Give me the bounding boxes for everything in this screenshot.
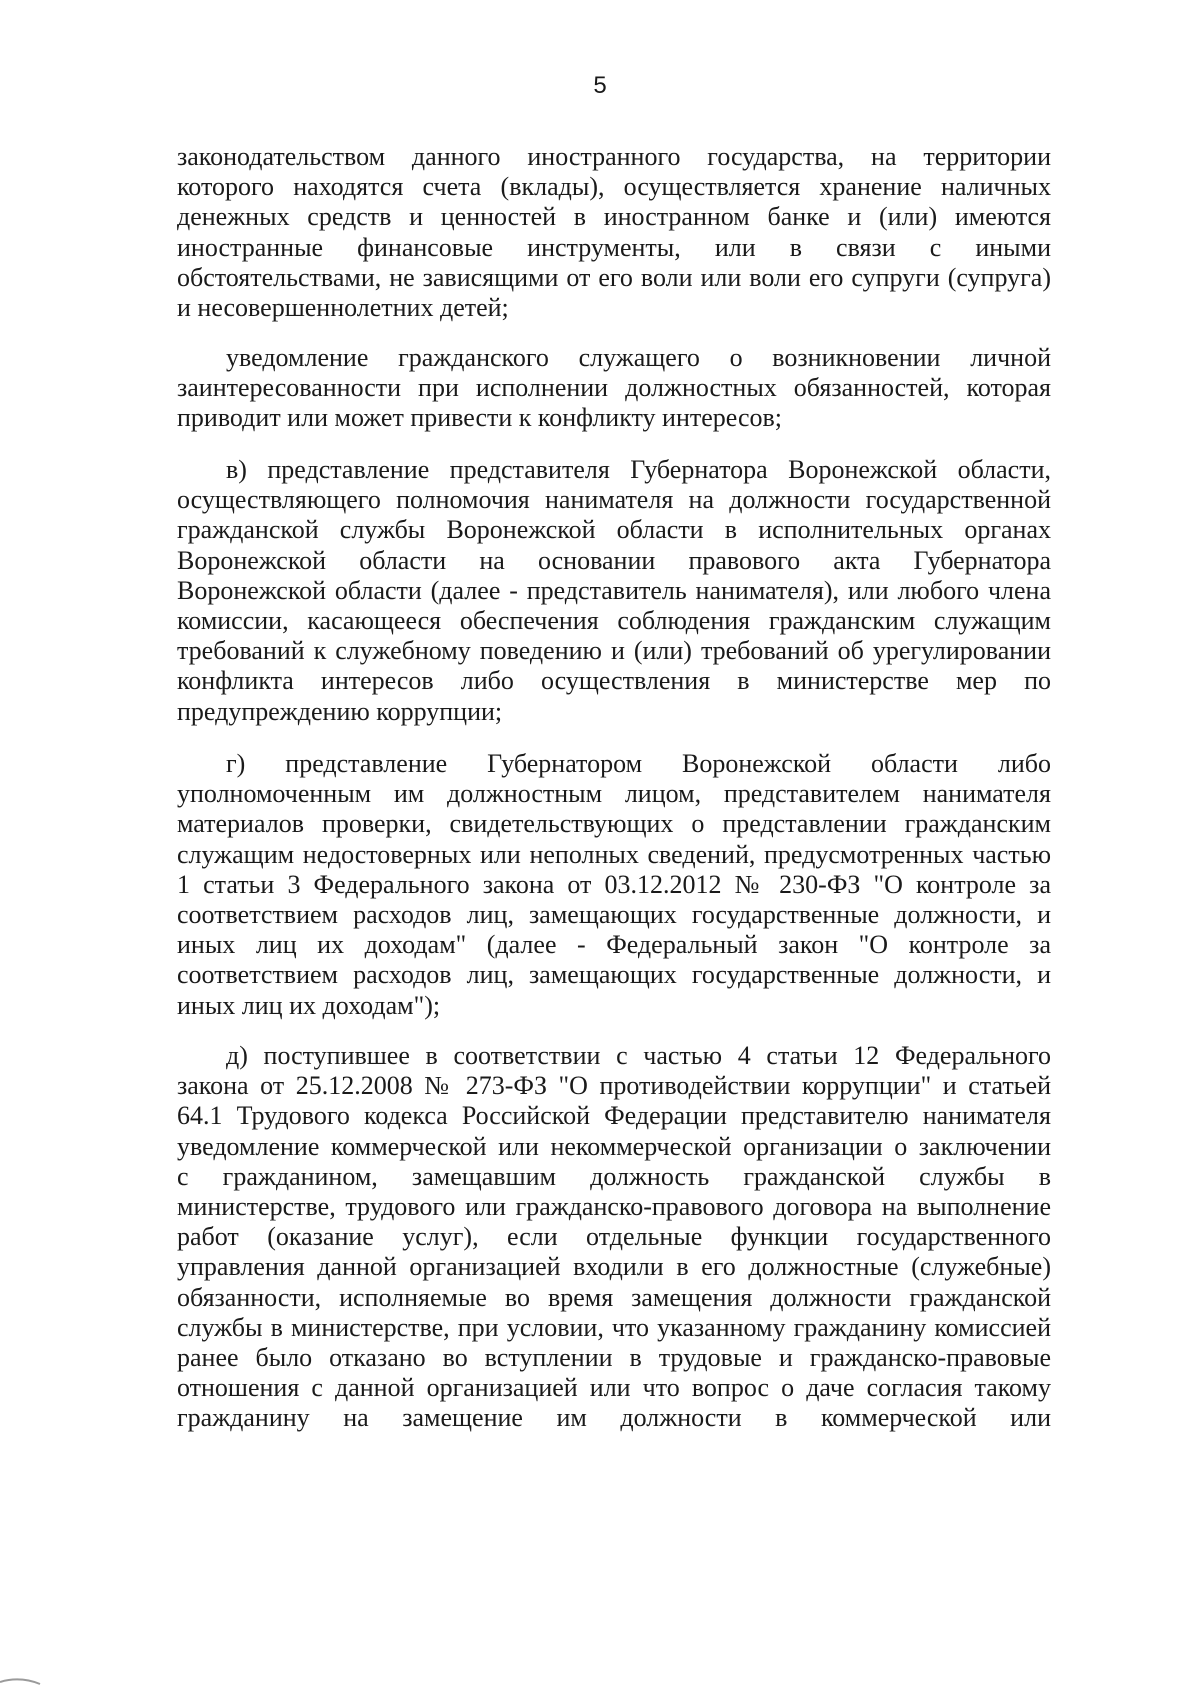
- paragraph-item-d: [177, 1041, 1051, 1433]
- text-line: гражданину на замещение им должности в коммерческой или: [177, 1403, 1051, 1433]
- text-line: иных лиц их доходам" (далее - Федеральный закон "О контроле за: [177, 930, 1051, 960]
- text-line: Воронежской области на основании правового акта Губернатора: [177, 545, 1051, 575]
- text-line: иностранные финансовые инструменты, или в связи с иными: [177, 232, 1051, 262]
- page-number: 5: [593, 72, 607, 99]
- paragraph-item-g: [177, 749, 1051, 1021]
- text-line: денежных средств и ценностей в иностранном банке и (или) имеются: [177, 202, 1051, 232]
- text-line: соответствием расходов лиц, замещающих государственные должности, и: [177, 899, 1051, 929]
- text-line: приводит или может привести к конфликту интересов;: [177, 403, 782, 433]
- paragraph-continuation: [177, 142, 1051, 323]
- text-line: гражданской службы Воронежской области в исполнительных органах: [177, 515, 1051, 545]
- text-line: требований к служебному поведению и (или) требований об урегулировании: [177, 636, 1051, 666]
- text-line: службы в министерстве, при условии, что указанному гражданину комиссией: [177, 1312, 1051, 1342]
- text-line: уполномоченным им должностным лицом, представителем нанимателя: [177, 779, 1051, 809]
- paragraph-notice: [177, 343, 1051, 434]
- paragraph-item-v: [177, 455, 1051, 727]
- text-line: с гражданином, замещавшим должность гражданской службы в: [177, 1161, 1051, 1191]
- text-line: иных лиц их доходам");: [177, 990, 441, 1020]
- text-line: конфликта интересов либо осуществления в министерстве мер по: [177, 666, 1051, 696]
- text-line: обстоятельствами, не зависящими от его воли или воли его супруги (супруга): [177, 262, 1051, 292]
- text-line: и несовершеннолетних детей;: [177, 292, 509, 322]
- text-line: уведомление гражданского служащего о возникновении личной: [226, 343, 1051, 372]
- text-line: комиссии, касающееся обеспечения соблюдения гражданским служащим: [177, 605, 1051, 635]
- text-line: закона от 25.12.2008 № 273-ФЗ "О противодействии коррупции" и статьей: [177, 1071, 1051, 1101]
- text-line: осуществляющего полномочия нанимателя на должности государственной: [177, 485, 1051, 515]
- text-line: д) поступившее в соответствии с частью 4 статьи 12 Федерального: [226, 1041, 1051, 1070]
- scan-edge-mark: [0, 1662, 60, 1686]
- text-line: материалов проверки, свидетельствующих о представлении гражданским: [177, 809, 1051, 839]
- text-line: уведомление коммерческой или некоммерческой организации о заключении: [177, 1131, 1051, 1161]
- text-line: работ (оказание услуг), если отдельные функции государственного: [177, 1222, 1051, 1252]
- text-line: ранее было отказано во вступлении в трудовые и гражданско-правовые: [177, 1342, 1051, 1372]
- text-line: которого находятся счета (вклады), осуществляется хранение наличных: [177, 172, 1051, 202]
- text-line: управления данной организацией входили в его должностные (служебные): [177, 1252, 1051, 1282]
- text-line: отношения с данной организацией или что вопрос о даче согласия такому: [177, 1373, 1051, 1403]
- text-line: обязанности, исполняемые во время замещения должности гражданской: [177, 1282, 1051, 1312]
- text-line: г) представление Губернатором Воронежской области либо: [226, 749, 1051, 778]
- text-line: законодательством данного иностранного государства, на территории: [177, 142, 1051, 171]
- text-line: Воронежской области (далее - представитель нанимателя), или любого члена: [177, 575, 1051, 605]
- text-line: заинтересованности при исполнении должностных обязанностей, которая: [177, 373, 1051, 403]
- text-line: предупреждению коррупции;: [177, 696, 503, 726]
- text-line: в) представление представителя Губернатора Воронежской области,: [226, 455, 1051, 484]
- text-line: служащим недостоверных или неполных сведений, предусмотренных частью: [177, 839, 1051, 869]
- text-line: министерстве, трудового или гражданско-правового договора на выполнение: [177, 1191, 1051, 1221]
- text-line: соответствием расходов лиц, замещающих государственные должности, и: [177, 960, 1051, 990]
- text-line: 1 статьи 3 Федерального закона от 03.12.2012 № 230-ФЗ "О контроле за: [177, 869, 1051, 899]
- text-line: 64.1 Трудового кодекса Российской Федерации представителю нанимателя: [177, 1101, 1051, 1131]
